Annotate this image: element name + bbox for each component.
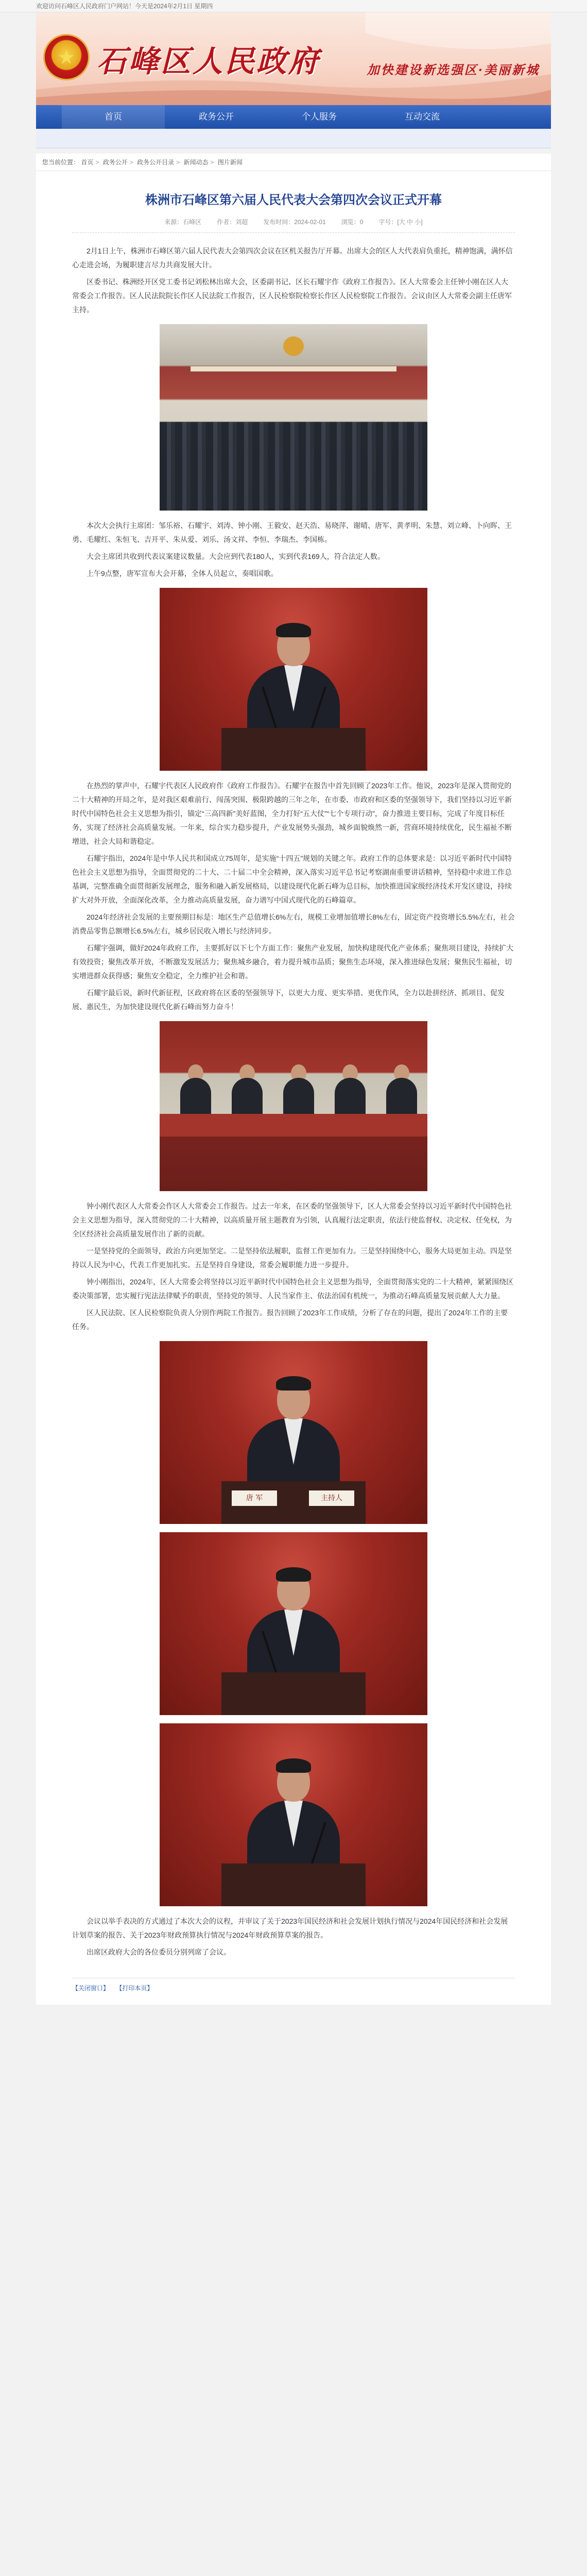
article bbox=[36, 171, 551, 1978]
paragraph: 本次大会执行主席团：邹乐裕、石耀宇、刘涛、钟小刚、王毅安、赵天浩、易晓萍、谢晴、唐军、黄孝明、朱慧、刘立峰、卜向晖、王勇、毛耀红、朱恒飞、吉开平、朱从爱、刘乐、汤文祥、李恒、李瑞杰、李国栋。 bbox=[72, 521, 512, 544]
article-body bbox=[72, 233, 515, 1959]
speaker-hair bbox=[276, 1376, 311, 1391]
meta-date: 发布时间：2024-02-01 bbox=[263, 218, 326, 226]
nav-interaction[interactable]: 互动交流 bbox=[405, 112, 440, 122]
main-nav bbox=[36, 105, 551, 129]
article-meta bbox=[72, 217, 515, 233]
meta-author: 作者：刘超 bbox=[217, 218, 248, 226]
speaker-hair bbox=[276, 1567, 311, 1582]
breadcrumb-news[interactable]: 新闻动态 bbox=[183, 159, 209, 166]
emblem-star-icon: ★ bbox=[57, 46, 76, 69]
paragraph: 会议以举手表决的方式通过了本次大会的议程，并审议了关于2023年国民经济和社会发展计划执行情况与2024年国民经济和社会发展计划草案的报告、关于2023年财政预算执行情况与2024年财政预算草案的报告。 bbox=[72, 1917, 508, 1939]
banner-slogan: 加快建设新选强区·美丽新城 bbox=[367, 62, 540, 77]
photo-court-president bbox=[160, 1532, 427, 1715]
sub-nav-bar bbox=[36, 129, 551, 148]
nav-personal-services[interactable]: 个人服务 bbox=[302, 112, 337, 122]
paragraph: 钟小刚指出，2024年，区人大常委会将坚持以习近平新时代中国特色社会主义思想为指导，全面贯彻落实党的二十大精神，紧紧围绕区委决策部署，忠实履行宪法法律赋予的职责，坚持党的领导、人民当家作主、依法治国有机统一，为推动石峰高质量发展贡献人大力量。 bbox=[72, 1278, 514, 1300]
breadcrumb: 您当前位置： 首页 > 政务公开 > 政务公开目录 > 新闻动态 > 图片新闻 bbox=[36, 154, 551, 171]
paragraph: 区委书记、株洲经开区党工委书记刘松林出席大会，区委副书记、区长石耀宇作《政府工作报告》。区人大常委会主任钟小刚在区人大常委会工作报告。区人民法院院长作区人民法院工作报告，区人民检察院检察长作区人民检察院工作报告。会议由区人大常委会副主任唐军主持。 bbox=[72, 278, 512, 314]
article-tools bbox=[36, 1978, 551, 2005]
top-bar-text: 欢迎访问石峰区人民政府门户网站！今天是2024年2月1日 星期四 bbox=[36, 3, 213, 10]
site-banner bbox=[36, 12, 551, 105]
emblem-icon bbox=[283, 336, 304, 356]
photo-speaker bbox=[160, 588, 427, 771]
paragraph: 钟小刚代表区人大常委会作区人大常委会工作报告。过去一年来，在区委的坚强领导下，区人大常委会坚持以习近平新时代中国特色社会主义思想为指导，深入贯彻党的二十大精神，以高质量开展主题教育为引领，认真履行法定职责，依法行使监督权、决定权、任免权，为全区经济社会高质量发展作出了新的贡献。 bbox=[72, 1202, 512, 1238]
paragraph: 出席区政府大会的各位委员分别列席了会议。 bbox=[87, 1948, 231, 1956]
speaker-hair bbox=[276, 623, 311, 637]
delegate bbox=[386, 1078, 417, 1116]
paragraph: 在热烈的掌声中，石耀宇代表区人民政府作《政府工作报告》。石耀宇在报告中首先回顾了2023年工作。他说，2023年是深入贯彻党的二十大精神的开局之年，是对我区艰难前行、闯荡突围、极限跨越的三年之年，在市委、市政府和区委的坚强领导下，我们坚持以习近平新时代中国特色社会主义思想为指引，锚定“三高四新”美好蓝图，全力打好“五大仗”“七个专项行动”，奋力推进主要目标，完成了年度目标任务，实现了经济社会高质量发展。一年来，综合实力稳步提升，产业发展势头强劲，城乡面貌焕然一新，营商环境持续优化，民生福祉不断增进，社会大局和谐稳定。 bbox=[72, 782, 512, 845]
photo-meeting-hall bbox=[160, 324, 427, 511]
podium bbox=[221, 1863, 366, 1906]
breadcrumb-label: 您当前位置： bbox=[42, 159, 80, 166]
delegate bbox=[335, 1078, 366, 1116]
stage-banner bbox=[191, 366, 396, 371]
national-emblem-icon bbox=[43, 34, 90, 80]
paragraph: 石耀宇指出，2024年是中华人民共和国成立75周年，是实施“十四五”规划的关键之年。政府工作的总体要求是：以习近平新时代中国特色社会主义思想为指导，全面贯彻党的二十大、二十届二中全会精神，深入落实习近平总书记考察湖南重要讲话精神，坚持稳中求进工作总基调，完整准确全面贯彻新发展理念，服务和融入新发展格局，以建设现代化新石峰为总目标，加快推进国家级经济技术开发区建设，持续扩大对外开放，全面深化改革，全力推动高质量发展，奋力谱写中国式现代化的石峰篇章。 bbox=[72, 854, 512, 904]
nav-home[interactable]: 首页 bbox=[62, 105, 165, 129]
paragraph: 大会主席团共收到代表议案建议数量。大会应到代表180人，实到代表169人，符合法定人数。 bbox=[87, 552, 385, 561]
close-window-link[interactable]: 【关闭窗口】 bbox=[72, 1985, 110, 1992]
photo-procurator bbox=[160, 1723, 427, 1906]
speaker-hair bbox=[276, 1758, 311, 1773]
breadcrumb-home[interactable]: 首页 bbox=[81, 159, 94, 166]
paragraph: 石耀宇强调，做好2024年政府工作，主要抓好以下七个方面工作：聚焦产业发展，加快构建现代化产业体系；聚焦项目建设，持续扩大有效投资；聚焦改革开放，不断激发发展活力；聚焦城乡融合，着力提升城市品质；聚焦生态环境，深入推进绿色发展；聚焦民生福祉，切实增进群众获得感；聚焦安全稳定，全力维护社会和谐。 bbox=[72, 944, 514, 980]
delegate bbox=[232, 1078, 263, 1116]
nav-government-affairs[interactable]: 政务公开 bbox=[199, 112, 234, 122]
photo-host bbox=[160, 1341, 427, 1524]
breadcrumb-catalog[interactable]: 政务公开目录 bbox=[137, 159, 175, 166]
top-bar bbox=[0, 0, 587, 12]
nameplate: 唐 军 bbox=[232, 1490, 277, 1506]
meta-font-size[interactable]: 字号：[大 中 小] bbox=[378, 218, 423, 226]
paragraph: 2月1日上午，株洲市石峰区第六届人民代表大会第四次会议在区机关报告厅开幕。出席大会的区人大代表肩负重托，精神饱满，满怀信心走进会场，为履职建言尽力共商发展大计。 bbox=[72, 247, 513, 269]
podium bbox=[221, 1672, 366, 1715]
paragraph: 一是坚持党的全面领导，政治方向更加坚定。二是坚持依法履职，监督工作更加有力。三是坚持围绕中心，服务大局更加主动。四是坚持以人民为中心，代表工作更加扎实。五是坚持自身建设，常委会履职能力进一步提升。 bbox=[72, 1247, 512, 1269]
podium bbox=[221, 728, 366, 771]
delegate bbox=[283, 1078, 314, 1116]
paragraph: 2024年经济社会发展的主要预期目标是：地区生产总值增长6%左右，规模工业增加值增长8%左右，固定资产投资增长5.5%左右，社会消费品零售总额增长6.5%左右，城乡居民收入增长与经济同步。 bbox=[72, 913, 515, 935]
article-title: 株洲市石峰区第六届人民代表大会第四次会议正式开幕 bbox=[145, 193, 442, 207]
breadcrumb-government-affairs[interactable]: 政务公开 bbox=[102, 159, 128, 166]
audience-rows bbox=[160, 422, 427, 511]
print-page-link[interactable]: 【打印本页】 bbox=[116, 1985, 153, 1992]
presidium-desk bbox=[160, 1114, 427, 1137]
meta-views: 浏览：0 bbox=[341, 218, 364, 226]
paragraph: 上午9点整，唐军宣布大会开幕，全体人员起立，奏唱国歌。 bbox=[87, 569, 278, 578]
photo-presidium bbox=[160, 1021, 427, 1191]
nameplate: 主持人 bbox=[309, 1490, 354, 1506]
delegate bbox=[180, 1078, 211, 1116]
paragraph: 石耀宇最后说，新时代新征程，区政府将在区委的坚强领导下，以更大力度、更实举措、更优作风，全力以赴拼经济、抓项目、促发展、惠民生，为加快建设现代化新石峰而努力奋斗！ bbox=[72, 989, 505, 1011]
meta-source: 来源：石峰区 bbox=[164, 218, 202, 226]
paragraph: 区人民法院、区人民检察院负责人分别作两院工作报告。报告回顾了2023年工作成绩，分析了存在的问题，提出了2024年工作的主要任务。 bbox=[72, 1309, 508, 1331]
breadcrumb-photo-news[interactable]: 图片新闻 bbox=[217, 159, 243, 166]
site-name[interactable]: 石峰区人民政府 bbox=[97, 44, 321, 79]
